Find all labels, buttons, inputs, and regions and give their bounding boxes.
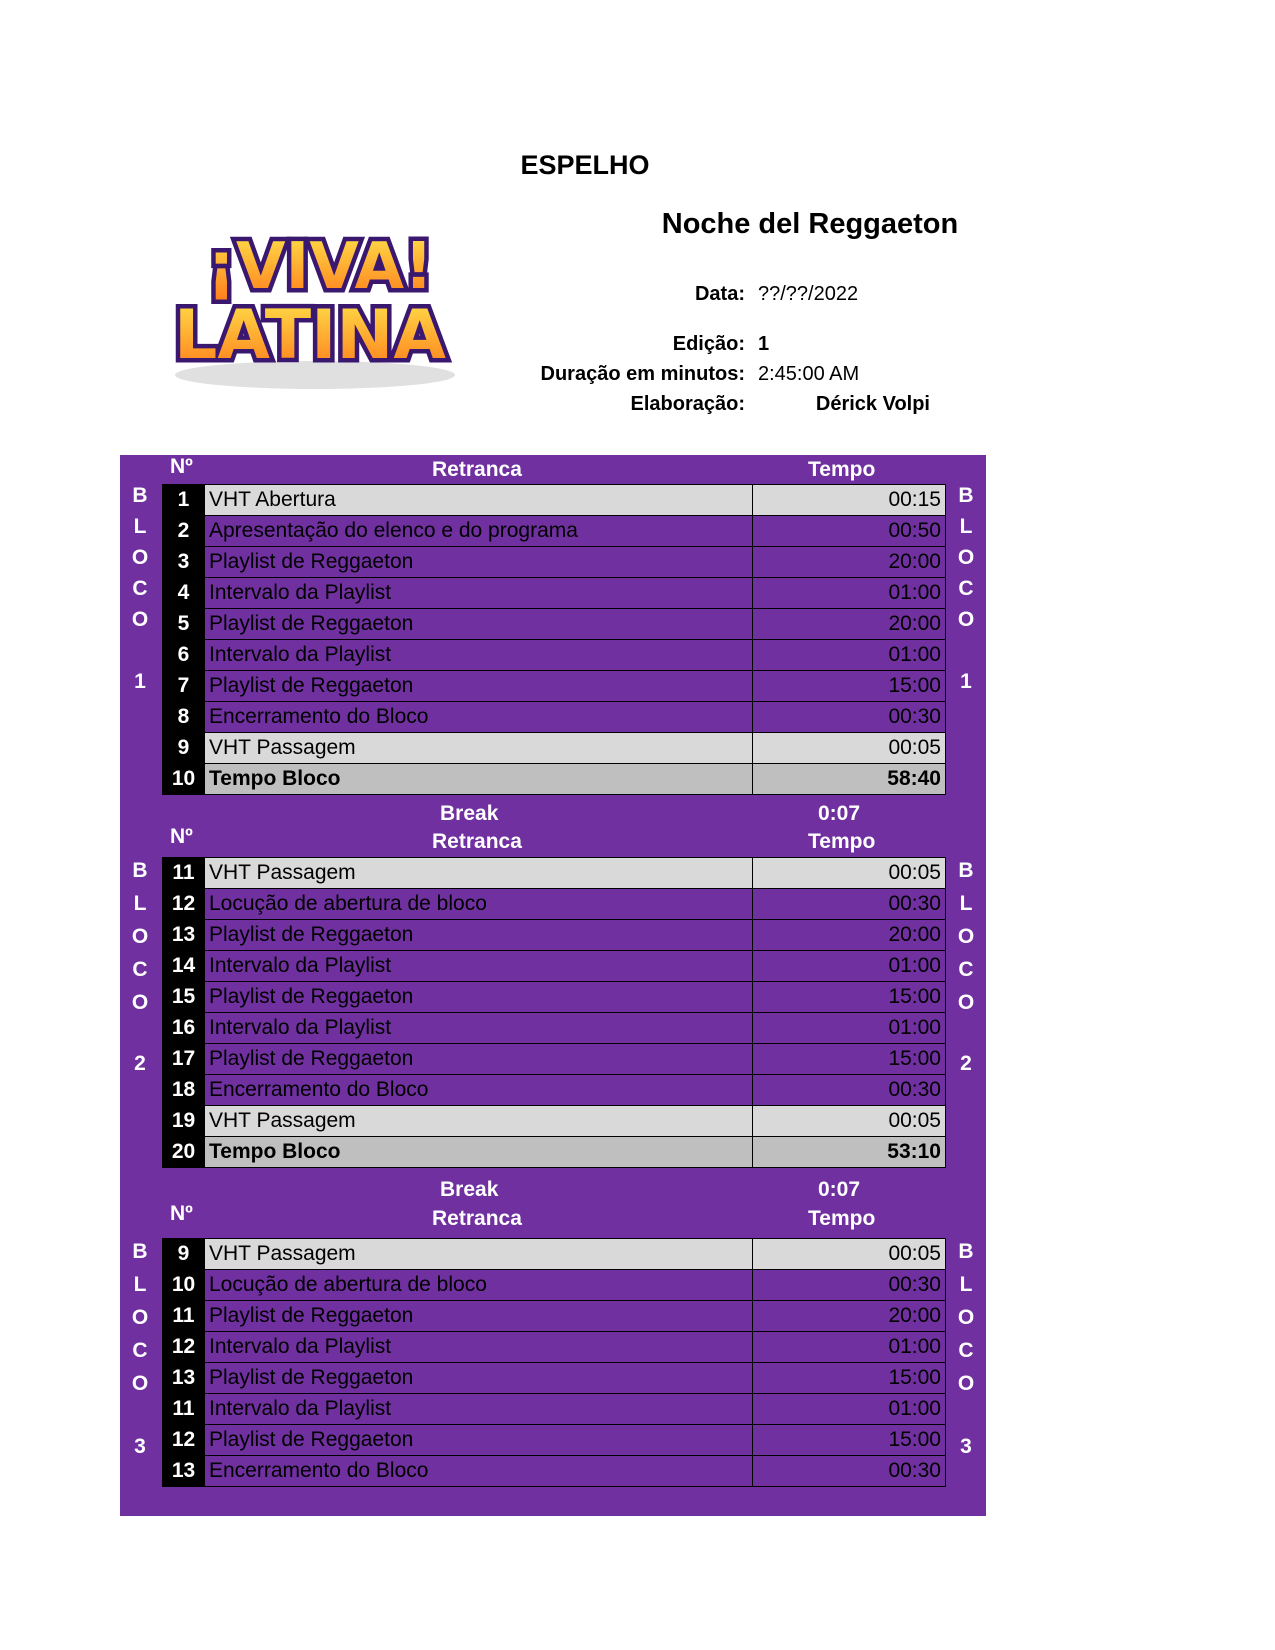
block-2-side-label-left: B L O C O 2 — [131, 859, 149, 1075]
row-number: 17 — [163, 1044, 205, 1075]
table-row — [163, 702, 946, 733]
table-row — [163, 1456, 946, 1487]
block-1-table — [162, 484, 946, 795]
row-tempo: 00:05 — [753, 1106, 946, 1137]
row-tempo: 20:00 — [753, 609, 946, 640]
row-tempo: 15:00 — [753, 1363, 946, 1394]
table-row — [163, 1013, 946, 1044]
edicao-value: 1 — [758, 333, 770, 355]
header-tempo: Tempo — [808, 458, 876, 481]
header-num: Nº — [170, 1202, 193, 1225]
row-number: 2 — [163, 516, 205, 547]
row-number: 5 — [163, 609, 205, 640]
svg-text:¡VIVA!: ¡VIVA! — [206, 230, 434, 304]
header-retranca: Retranca — [432, 458, 522, 481]
header-num: Nº — [170, 455, 193, 478]
row-number: 13 — [163, 1456, 205, 1487]
row-retranca: Playlist de Reggaeton — [205, 671, 753, 702]
table-row — [163, 1239, 946, 1270]
row-number: 1 — [163, 485, 205, 516]
table-row — [163, 982, 946, 1013]
row-retranca: Playlist de Reggaeton — [205, 982, 753, 1013]
row-number: 11 — [163, 858, 205, 889]
row-number: 12 — [163, 889, 205, 920]
row-retranca: Intervalo da Playlist — [205, 578, 753, 609]
break-label: Break — [440, 802, 499, 825]
edicao-label: Edição: — [672, 333, 745, 355]
table-row — [163, 1075, 946, 1106]
row-retranca: Playlist de Reggaeton — [205, 547, 753, 578]
row-retranca: Encerramento do Bloco — [205, 1075, 753, 1106]
row-number: 12 — [163, 1332, 205, 1363]
row-number: 13 — [163, 1363, 205, 1394]
break-time: 0:07 — [818, 802, 861, 825]
row-retranca: Playlist de Reggaeton — [205, 1425, 753, 1456]
block-total-row — [163, 1137, 946, 1168]
row-tempo: 00:05 — [753, 858, 946, 889]
block-1-side-label-left: B L O C O 1 — [131, 484, 149, 693]
row-tempo: 15:00 — [753, 982, 946, 1013]
table-row — [163, 609, 946, 640]
block-3-side-label-right: B L O C O 3 — [957, 1240, 975, 1458]
row-tempo: 58:40 — [753, 764, 946, 795]
row-retranca: Locução de abertura de bloco — [205, 1270, 753, 1301]
row-retranca: Tempo Bloco — [205, 764, 753, 795]
block-2-table — [162, 857, 946, 1168]
row-tempo: 00:05 — [753, 733, 946, 764]
table-row — [163, 733, 946, 764]
elaboracao-label: Elaboração: — [630, 393, 745, 415]
table-row — [163, 516, 946, 547]
row-number: 10 — [163, 764, 205, 795]
row-tempo: 00:30 — [753, 889, 946, 920]
row-tempo: 00:15 — [753, 485, 946, 516]
table-row — [163, 889, 946, 920]
block-total-row — [163, 764, 946, 795]
row-tempo: 00:30 — [753, 1075, 946, 1106]
row-number: 13 — [163, 920, 205, 951]
row-tempo: 53:10 — [753, 1137, 946, 1168]
row-retranca: Playlist de Reggaeton — [205, 1363, 753, 1394]
row-retranca: Encerramento do Bloco — [205, 1456, 753, 1487]
block-3-side-label-left: B L O C O 3 — [131, 1240, 149, 1458]
row-tempo: 20:00 — [753, 1301, 946, 1332]
table-row — [163, 485, 946, 516]
row-tempo: 15:00 — [753, 1044, 946, 1075]
table-row — [163, 1425, 946, 1456]
row-retranca: Intervalo da Playlist — [205, 640, 753, 671]
row-retranca: Intervalo da Playlist — [205, 1013, 753, 1044]
break-time: 0:07 — [818, 1178, 861, 1201]
data-label: Data: — [694, 283, 745, 305]
row-number: 11 — [163, 1301, 205, 1332]
row-number: 14 — [163, 951, 205, 982]
svg-text:LATINA: LATINA — [174, 296, 446, 375]
row-number: 12 — [163, 1425, 205, 1456]
table-row — [163, 1044, 946, 1075]
table-row — [163, 1332, 946, 1363]
row-tempo: 01:00 — [753, 951, 946, 982]
row-retranca: VHT Passagem — [205, 1239, 753, 1270]
row-tempo: 01:00 — [753, 1394, 946, 1425]
row-number: 10 — [163, 1270, 205, 1301]
row-retranca: VHT Passagem — [205, 733, 753, 764]
table-row — [163, 640, 946, 671]
table-row — [163, 1301, 946, 1332]
row-retranca: Tempo Bloco — [205, 1137, 753, 1168]
row-number: 20 — [163, 1137, 205, 1168]
row-number: 19 — [163, 1106, 205, 1137]
row-retranca: Intervalo da Playlist — [205, 951, 753, 982]
row-tempo: 00:05 — [753, 1239, 946, 1270]
row-retranca: Encerramento do Bloco — [205, 702, 753, 733]
row-number: 15 — [163, 982, 205, 1013]
table-row — [163, 858, 946, 889]
row-retranca: Playlist de Reggaeton — [205, 609, 753, 640]
break-label: Break — [440, 1178, 499, 1201]
row-tempo: 01:00 — [753, 640, 946, 671]
row-tempo: 00:50 — [753, 516, 946, 547]
duracao-label: Duração em minutos: — [540, 363, 745, 385]
table-row — [163, 1106, 946, 1137]
row-number: 3 — [163, 547, 205, 578]
row-retranca: VHT Abertura — [205, 485, 753, 516]
row-retranca: Playlist de Reggaeton — [205, 1044, 753, 1075]
table-row — [163, 920, 946, 951]
row-tempo: 01:00 — [753, 1332, 946, 1363]
header-retranca: Retranca — [432, 830, 522, 853]
row-tempo: 15:00 — [753, 671, 946, 702]
row-retranca: Intervalo da Playlist — [205, 1394, 753, 1425]
row-retranca: Locução de abertura de bloco — [205, 889, 753, 920]
row-number: 18 — [163, 1075, 205, 1106]
row-tempo: 20:00 — [753, 547, 946, 578]
row-number: 8 — [163, 702, 205, 733]
block-2-side-label-right: B L O C O 2 — [957, 859, 975, 1075]
table-row — [163, 547, 946, 578]
row-retranca: Intervalo da Playlist — [205, 1332, 753, 1363]
row-number: 7 — [163, 671, 205, 702]
row-tempo: 00:30 — [753, 1456, 946, 1487]
page-title: ESPELHO — [520, 150, 650, 180]
data-value: ??/??/2022 — [758, 283, 859, 305]
block-1-side-label-right: B L O C O 1 — [957, 484, 975, 693]
row-retranca: VHT Passagem — [205, 858, 753, 889]
row-number: 9 — [163, 733, 205, 764]
table-row — [163, 1270, 946, 1301]
row-tempo: 20:00 — [753, 920, 946, 951]
row-number: 16 — [163, 1013, 205, 1044]
table-row — [163, 671, 946, 702]
block-3-table — [162, 1238, 946, 1487]
row-tempo: 01:00 — [753, 578, 946, 609]
row-number: 6 — [163, 640, 205, 671]
table-row — [163, 951, 946, 982]
row-tempo: 00:30 — [753, 702, 946, 733]
header-tempo: Tempo — [808, 830, 876, 853]
row-number: 9 — [163, 1239, 205, 1270]
row-retranca: VHT Passagem — [205, 1106, 753, 1137]
table-row — [163, 1363, 946, 1394]
elaboracao-value: Dérick Volpi — [815, 393, 930, 415]
row-number: 4 — [163, 578, 205, 609]
row-tempo: 15:00 — [753, 1425, 946, 1456]
row-tempo: 00:30 — [753, 1270, 946, 1301]
duracao-value: 2:45:00 AM — [758, 363, 860, 385]
row-tempo: 01:00 — [753, 1013, 946, 1044]
table-row — [163, 578, 946, 609]
header-retranca: Retranca — [432, 1207, 522, 1230]
row-retranca: Playlist de Reggaeton — [205, 1301, 753, 1332]
row-retranca: Playlist de Reggaeton — [205, 920, 753, 951]
show-name: Noche del Reggaeton — [661, 208, 959, 240]
header-num: Nº — [170, 825, 193, 848]
row-retranca: Apresentação do elenco e do programa — [205, 516, 753, 547]
row-number: 11 — [163, 1394, 205, 1425]
table-row — [163, 1394, 946, 1425]
header-tempo: Tempo — [808, 1207, 876, 1230]
